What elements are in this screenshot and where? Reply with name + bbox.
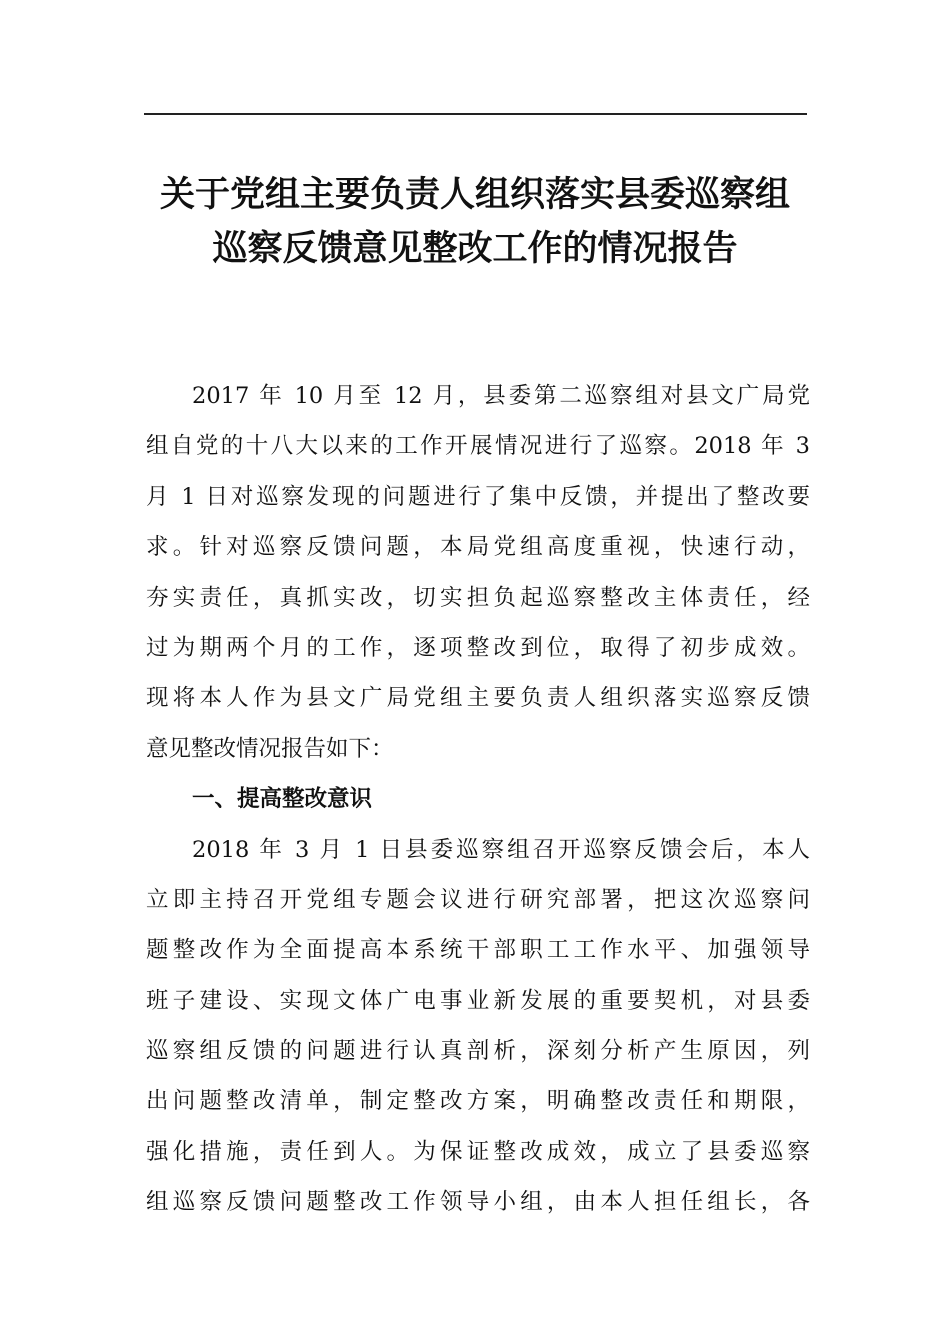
- paragraph-2-line-1: 2018 年 3 月 1 日县委巡察组召开巡察反馈会后，本人: [192, 836, 810, 863]
- title-line-1: 关于党组主要负责人组织落实县委巡察组: [159, 174, 790, 215]
- paragraph-1-line-3: 月 1 日对巡察发现的问题进行了集中反馈，并提出了整改要: [146, 483, 810, 510]
- paragraph-2-line-5: 巡察组反馈的问题进行认真剖析，深刻分析产生原因，列: [146, 1038, 810, 1065]
- paragraph-2-line-3: 题整改作为全面提高本系统干部职工工作水平、加强领导: [146, 937, 810, 964]
- paragraph-2-line-7: 强化措施，责任到人。为保证整改成效，成立了县委巡察: [146, 1138, 810, 1165]
- paragraph-2-line-4: 班子建设、实现文体广电事业新发展的重要契机，对县委: [146, 987, 810, 1014]
- section-1-heading: 一、提高整改意识: [192, 786, 373, 813]
- paragraph-1-line-7: 现将本人作为县文广局党组主要负责人组织落实巡察反馈: [146, 685, 810, 712]
- paragraph-1-line-4: 求。针对巡察反馈问题，本局党组高度重视，快速行动，: [146, 534, 810, 561]
- paragraph-1-line-8: 意见整改情况报告如下：: [146, 735, 394, 762]
- paragraph-2-line-8: 组巡察反馈问题整改工作领导小组，由本人担任组长，各: [146, 1189, 810, 1216]
- paragraph-2-line-6: 出问题整改清单，制定整改方案，明确整改责任和期限，: [146, 1088, 810, 1115]
- header-rule: [144, 113, 807, 115]
- document-body: [146, 371, 810, 1228]
- paragraph-1-line-1: 2017 年 10 月至 12 月，县委第二巡察组对县文广局党: [192, 383, 810, 409]
- title-line-2: 巡察反馈意见整改工作的情况报告: [212, 228, 738, 269]
- paragraph-2-line-2: 立即主持召开党组专题会议进行研究部署，把这次巡察问: [146, 886, 810, 913]
- paragraph-1-line-6: 过为期两个月的工作，逐项整改到位，取得了初步成效。: [146, 634, 810, 661]
- document-title: [120, 168, 830, 276]
- paragraph-1-line-5: 夯实责任，真抓实改，切实担负起巡察整改主体责任，经: [146, 584, 810, 611]
- paragraph-1-line-2: 组自党的十八大以来的工作开展情况进行了巡察。2018 年 3: [146, 433, 810, 460]
